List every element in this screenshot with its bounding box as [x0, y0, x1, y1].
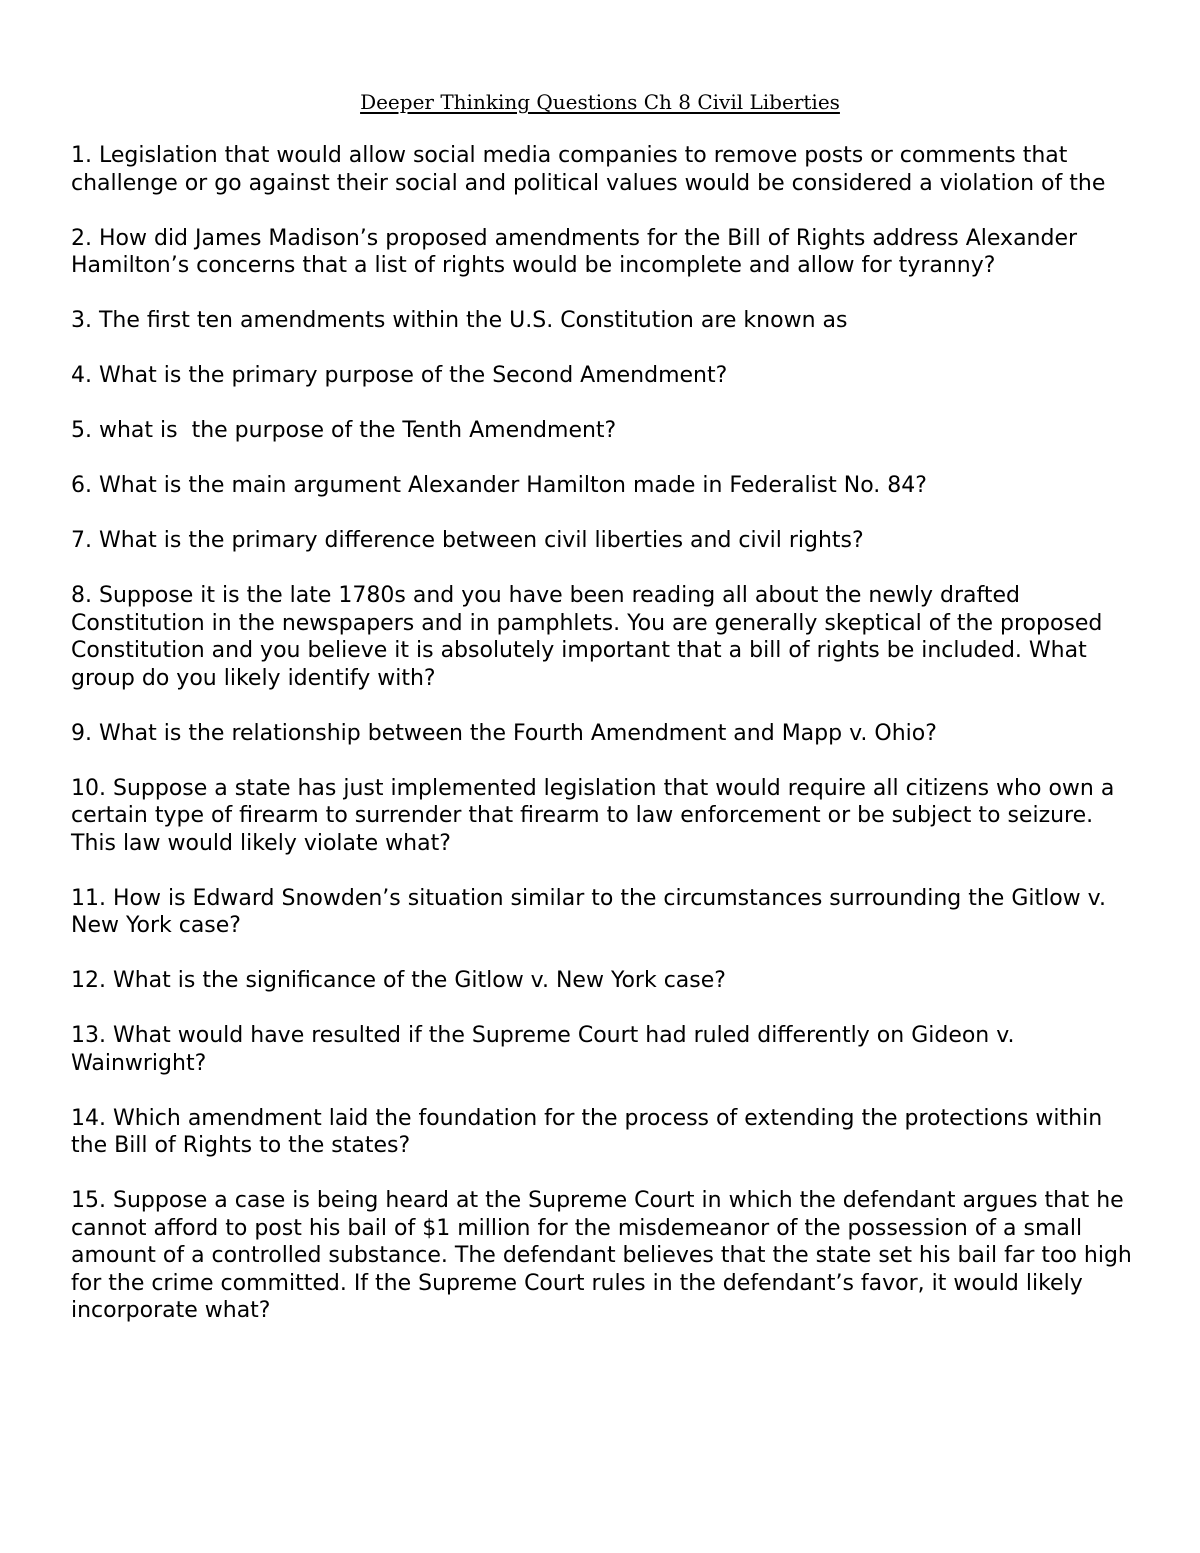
question-10: 10. Suppose a state has just implemented legislation that would require all citizens who own a certain type of firearm to surrender that firearm to law enforcement or be subject to seizure. This law would likely violate what? — [71, 775, 1122, 856]
question-3: 3. The first ten amendments within the U.S. Constitution are known as — [71, 308, 848, 333]
question-4: 4. What is the primary purpose of the Second Amendment? — [71, 363, 728, 388]
question-1: 1. Legislation that would allow social media companies to remove posts or comments that challenge or go against their social and political values would be considered a violation of the — [71, 143, 1106, 196]
question-7: 7. What is the primary difference between civil liberties and civil rights? — [71, 528, 864, 553]
question-9: 9. What is the relationship between the Fourth Amendment and Mapp v. Ohio? — [71, 720, 937, 746]
question-2: 2. How did James Madison’s proposed amendments for the Bill of Rights address Alexander Hamilton’s concerns that a list of rights would be incomplete and allow for tyranny? — [71, 225, 1085, 278]
question-13: 13. What would have resulted if the Supreme Court had ruled differently on Gideon v. Wainwright? — [71, 1023, 1022, 1076]
question-11: 11. How is Edward Snowden’s situation similar to the circumstances surrounding the Gitlow v. New York case? — [71, 885, 1113, 938]
question-5: 5. what is the purpose of the Tenth Amendment? — [71, 418, 617, 443]
question-list — [71, 142, 1139, 1352]
document-title: Deeper Thinking Questions Ch 8 Civil Liberties — [360, 90, 840, 114]
question-8: 8. Suppose it is the late 1780s and you have been reading all about the newly drafted Constitution in the newspapers and in pamphlets. You are generally skeptical of the proposed Constitution and you believe it is absolutely important that a bill of rights be included. What group do you likely identify with? — [71, 583, 1110, 691]
question-6: 6. What is the main argument Alexander Hamilton made in Federalist No. 84? — [71, 473, 927, 498]
question-12: 12. What is the significance of the Gitlow v. New York case? — [71, 968, 726, 993]
question-15: 15. Suppose a case is being heard at the Supreme Court in which the defendant argues that he cannot afford to post his bail of $1 million for the misdemeanor of the possession of a small amount of a controlled substance. The defendant believes that the state set his bail far too high for the crime committed. If the Supreme Court rules in the defendant’s favor, it would likely incorporate what? — [71, 1188, 1139, 1323]
question-14: 14. Which amendment laid the foundation for the process of extending the protections within the Bill of Rights to the states? — [71, 1105, 1110, 1158]
